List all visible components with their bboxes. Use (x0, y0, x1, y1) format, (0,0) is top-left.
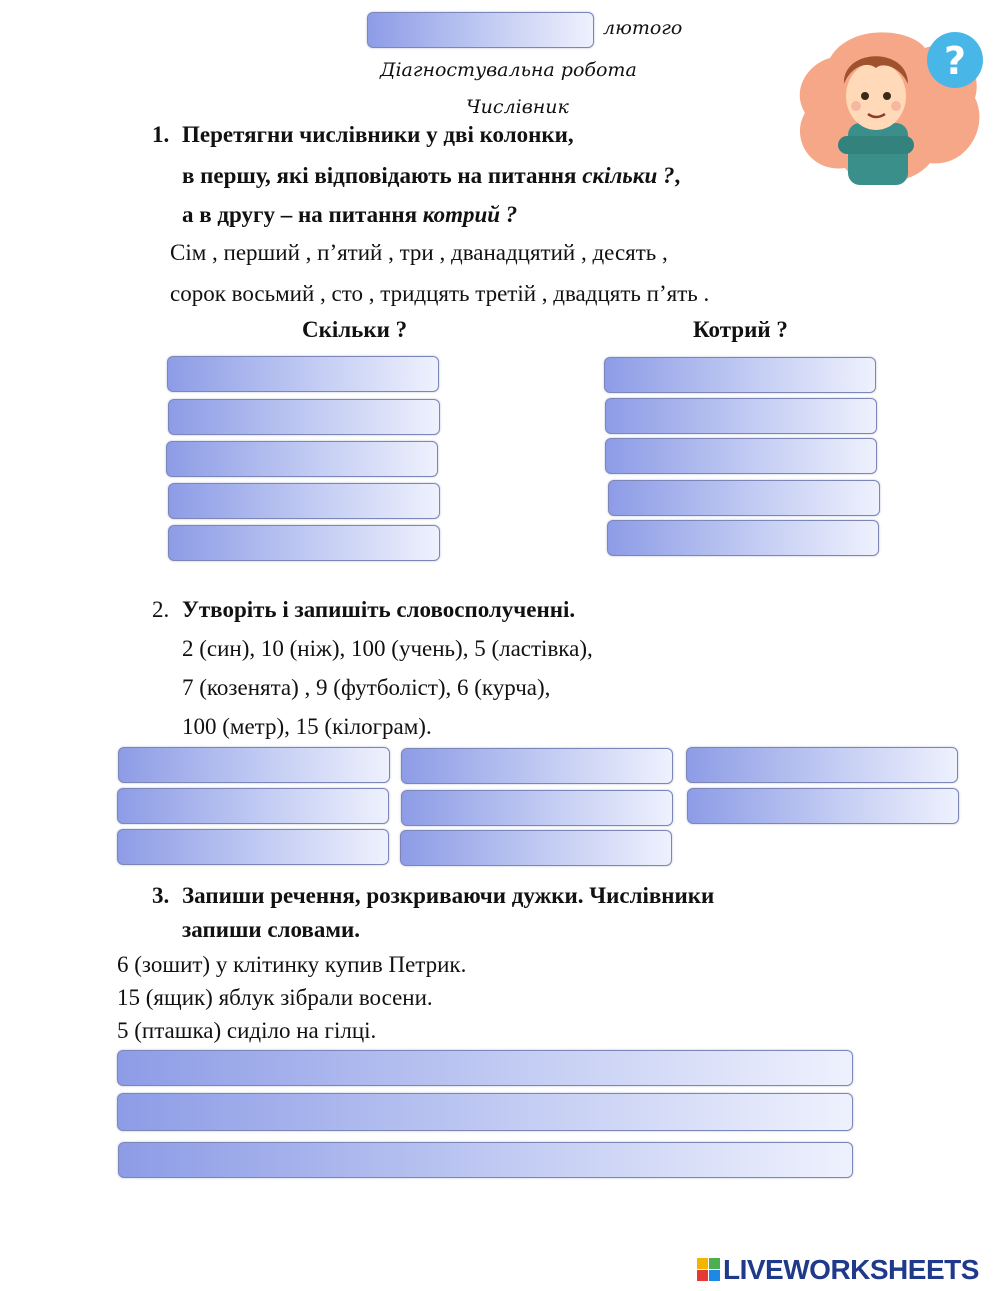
task2-line1: 2 (син), 10 (ніж), 100 (учень), 5 (ластівка), (182, 636, 593, 661)
task1-number: 1. (152, 122, 170, 147)
logo-text: LIVEWORKSHEETS (723, 1254, 979, 1285)
kotryi-drop-box[interactable] (608, 480, 880, 516)
skilky-drop-box[interactable] (168, 399, 440, 435)
kotryi-drop-box[interactable] (605, 398, 877, 434)
task3-title-line1: Запиши речення, розкриваючи дужки. Числівники (182, 883, 715, 908)
task3-sentence1: 6 (зошит) у клітинку купив Петрик. (117, 952, 467, 977)
month-label: лютого (603, 17, 683, 39)
numerals-list-line1: Сім , перший , п’ятий , три , дванадцятий , десять , (170, 240, 668, 265)
worksheet-subtitle: Числівник (466, 96, 569, 118)
task1-instruction-line3 (182, 203, 517, 226)
task2-line3: 100 (метр), 15 (кілограм). (182, 714, 432, 739)
sentence-answer-input[interactable] (117, 1093, 853, 1131)
task1-instruction-line2 (182, 164, 680, 187)
task1-line2-comma: , (674, 163, 681, 188)
skilky-drop-box[interactable] (168, 525, 440, 561)
task1-line2-text: в першу, які відповідають на питання (182, 163, 583, 188)
task1-instruction-line1: Перетягни числівники у дві колонки, (182, 122, 574, 147)
date-input[interactable] (367, 12, 594, 48)
phrase-answer-input[interactable] (117, 829, 389, 865)
task2-line2: 7 (козенята) , 9 (футболіст), 6 (курча), (182, 675, 551, 700)
task2-title: Утворіть і запишіть словосполученні. (182, 597, 576, 622)
phrase-answer-input[interactable] (117, 788, 389, 824)
phrase-answer-input[interactable] (401, 748, 673, 784)
skilky-drop-box[interactable] (166, 441, 438, 477)
phrase-answer-input[interactable] (401, 790, 673, 826)
question-kotryi: котрий ? (422, 202, 518, 227)
boy-question-illustration (790, 18, 990, 190)
skilky-drop-box[interactable] (167, 356, 439, 392)
task2-number: 2. (152, 597, 170, 622)
phrase-answer-input[interactable] (686, 747, 958, 783)
kotryi-drop-box[interactable] (604, 357, 876, 393)
task3-title-line2: запиши словами. (182, 917, 360, 942)
question-mark-icon: ? (943, 39, 967, 83)
worksheet-title: Діагностувальна робота (380, 59, 637, 81)
phrase-answer-input[interactable] (687, 788, 959, 824)
phrase-answer-input[interactable] (118, 747, 390, 783)
sentence-answer-input[interactable] (117, 1050, 853, 1086)
numerals-list-line2: сорок восьмий , сто , тридцять третій , двадцять п’ять . (170, 281, 710, 306)
sentence-answer-input[interactable] (118, 1142, 853, 1178)
phrase-answer-input[interactable] (400, 830, 672, 866)
kotryi-drop-box[interactable] (605, 438, 877, 474)
task3-sentence2: 15 (ящик) яблук зібрали восени. (117, 985, 433, 1010)
skilky-drop-box[interactable] (168, 483, 440, 519)
task1-line3-text: а в другу – на питання (182, 202, 423, 227)
task3-sentence3: 5 (пташка) сиділо на гілці. (117, 1018, 377, 1043)
column-header-skilky: Скільки ? (302, 317, 408, 342)
column-header-kotryi: Котрий ? (693, 317, 788, 342)
question-skilky: скільки ? (582, 163, 675, 188)
logo-blocks-icon (697, 1258, 721, 1282)
liveworksheets-logo (697, 1254, 979, 1286)
task3-number: 3. (152, 883, 170, 908)
kotryi-drop-box[interactable] (607, 520, 879, 556)
